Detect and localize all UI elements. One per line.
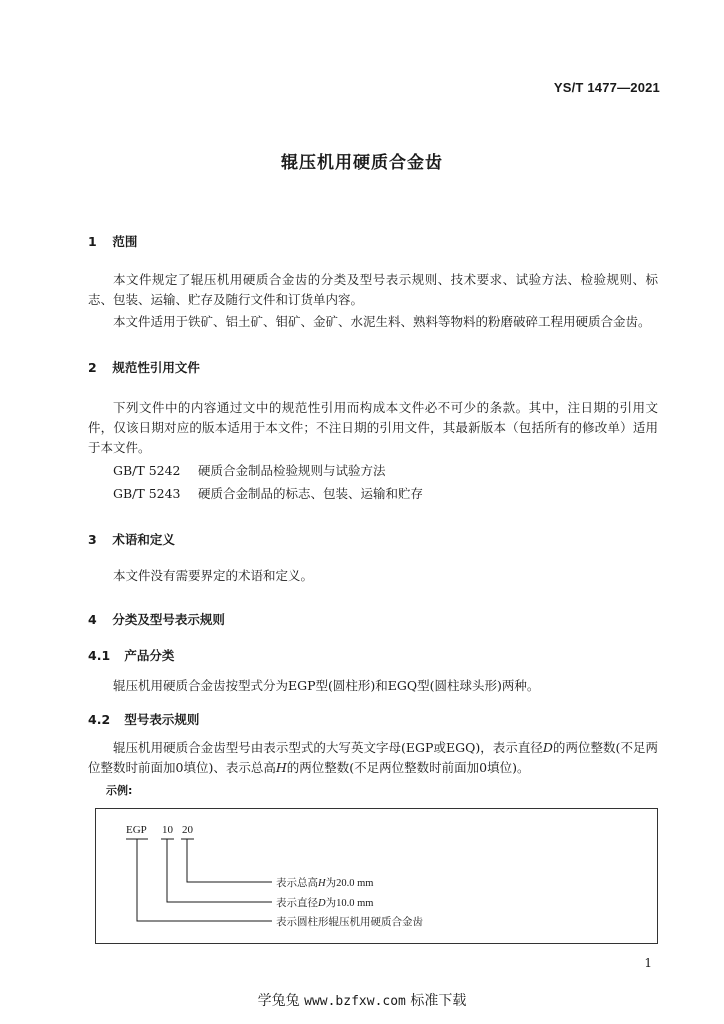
section-4-1-title: 产品分类 <box>124 648 175 663</box>
annotation-text: 为20.0 mm <box>325 878 374 889</box>
section-4-1-number: 4.1 <box>88 648 111 663</box>
section-1-title: 范围 <box>112 234 138 249</box>
watermark-suffix: 标准下载 <box>410 993 467 1009</box>
annotation-var-h: H <box>318 878 326 889</box>
section-3-title: 术语和定义 <box>112 532 175 547</box>
document-title: 辊压机用硬质合金齿 <box>281 153 443 173</box>
section-4-number: 4 <box>88 612 97 627</box>
reference-title: 硬质合金制品检验规则与试验方法 <box>198 463 386 478</box>
section-4-1-heading <box>88 646 174 664</box>
reference-item <box>113 461 386 479</box>
section-3-paragraph: 本文件没有需要界定的术语和定义。 <box>113 568 314 583</box>
section-2-number: 2 <box>88 360 97 375</box>
annotation-diameter <box>276 896 373 909</box>
section-4-title: 分类及型号表示规则 <box>112 612 225 627</box>
annotation-height <box>276 876 373 889</box>
annotation-text: 表示总高 <box>276 878 318 889</box>
code-part-type: EGP <box>126 824 147 836</box>
section-1-number: 1 <box>88 234 97 249</box>
example-label: 示例: <box>106 784 133 797</box>
code-part-height: 20 <box>182 824 193 836</box>
section-1-heading <box>88 232 137 250</box>
reference-item <box>113 484 423 502</box>
standard-code: YS/T 1477—2021 <box>553 80 660 95</box>
reference-title: 硬质合金制品的标志、包装、运输和贮存 <box>198 486 424 501</box>
annotation-type: 表示圆柱形辊压机用硬质合金齿 <box>276 917 423 928</box>
leader-type <box>137 839 272 921</box>
reference-code: GB/T 5242 <box>113 463 181 478</box>
section-3-number: 3 <box>88 532 97 547</box>
section-2-title: 规范性引用文件 <box>112 360 200 375</box>
section-4-2-paragraph <box>88 738 658 778</box>
section-4-2-title: 型号表示规则 <box>124 712 200 727</box>
paragraph-text: 的两位整数(不足两位整数时前面加0填位)。 <box>286 760 530 775</box>
section-1-paragraph-2: 本文件适用于铁矿、铝土矿、钼矿、金矿、水泥生料、熟料等物料的粉磨破碎工程用硬质合金齿。 <box>113 314 651 329</box>
section-2-paragraph: 下列文件中的内容通过文中的规范性引用而构成本文件必不可少的条款。其中，注日期的引用文件，仅该日期对应的版本适用于本文件；不注日期的引用文件，其最新版本（包括所有的修改单）适用于本文件。 <box>88 400 658 455</box>
watermark-url[interactable]: www.bzfxw.com <box>304 994 406 1009</box>
section-4-2-heading <box>88 710 199 728</box>
annotation-var-d: D <box>318 898 326 909</box>
example-diagram <box>95 808 658 944</box>
section-4-heading <box>88 610 225 628</box>
reference-code: GB/T 5243 <box>113 486 181 501</box>
section-3-heading <box>88 530 175 548</box>
paragraph-text: 辊压机用硬质合金齿型号由表示型式的大写英文字母(EGP或EGQ)，表示直径 <box>113 740 543 755</box>
code-part-diameter: 10 <box>162 824 173 836</box>
paragraph-text: 的两位整数(不足两位整数时前面加0填位)、表示总高 <box>88 740 658 775</box>
annotation-text: 表示直径 <box>276 898 318 909</box>
section-4-2-number: 4.2 <box>88 712 111 727</box>
section-1-paragraph-1: 本文件规定了辊压机用硬质合金齿的分类及型号表示规则、技术要求、试验方法、检验规则、标志、包装、运输、贮存及随行文件和订货单内容。 <box>88 272 658 307</box>
section-2-heading <box>88 358 200 376</box>
watermark <box>0 990 724 1010</box>
variable-d: D <box>542 740 553 755</box>
leader-diameter <box>167 839 272 902</box>
annotation-text: 为10.0 mm <box>325 898 374 909</box>
variable-h: H <box>275 760 287 775</box>
section-4-1-paragraph: 辊压机用硬质合金齿按型式分为EGP型(圆柱形)和EGQ型(圆柱球头形)两种。 <box>113 678 540 693</box>
leader-height <box>187 839 272 882</box>
example-diagram-svg <box>96 809 657 943</box>
watermark-prefix: 学兔兔 <box>257 993 300 1009</box>
page-number: 1 <box>644 956 652 970</box>
